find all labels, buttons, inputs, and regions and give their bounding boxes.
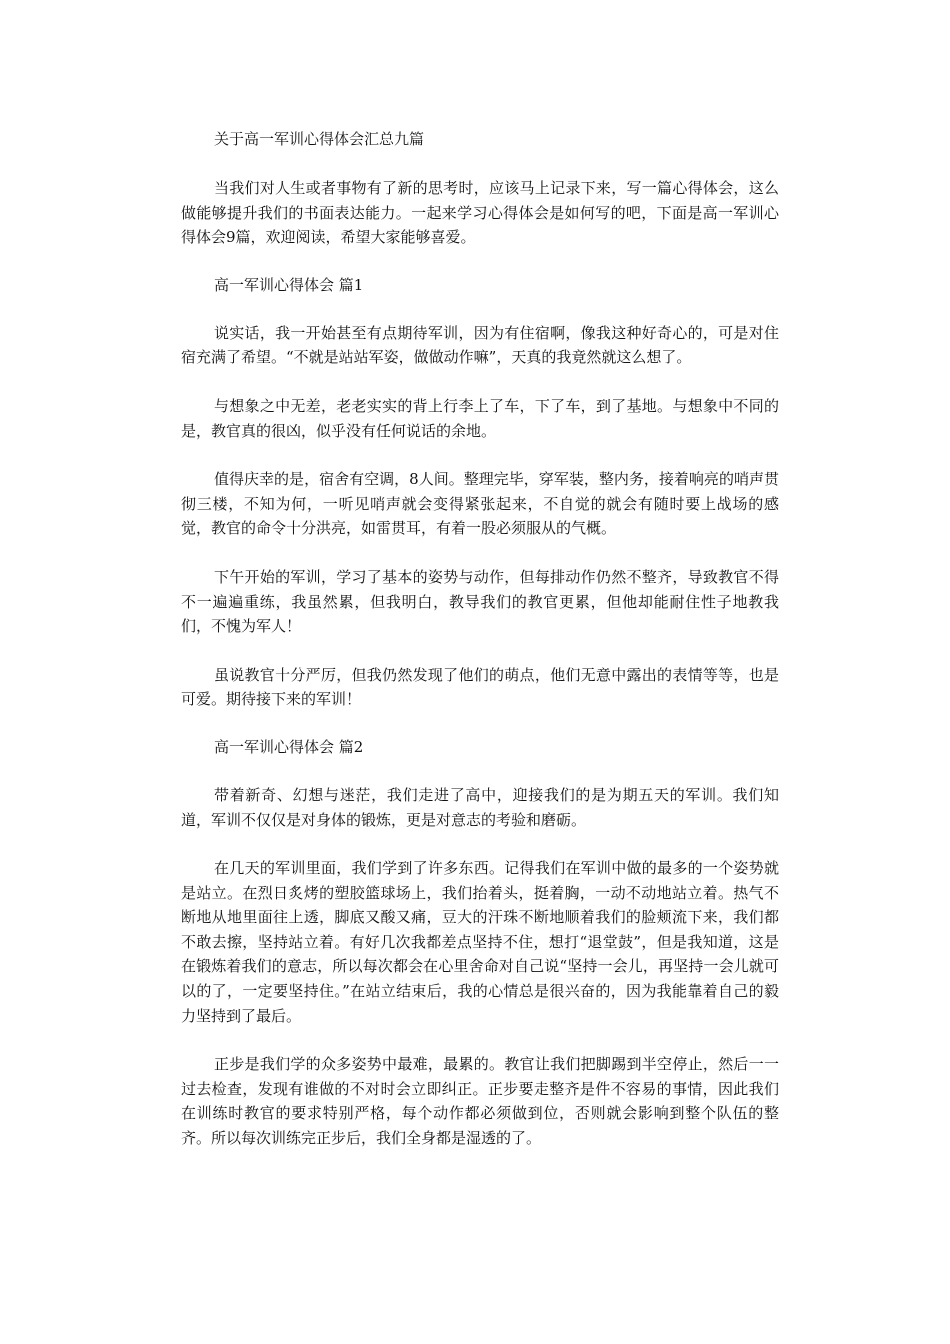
- body-paragraph: 与想象之中无差，老老实实的背上行李上了车，下了车，到了基地。与想象中不同的是，教官真的很凶，似乎没有任何说话的余地。: [181, 396, 779, 440]
- body-paragraph: 值得庆幸的是，宿舍有空调，8人间。整理完毕，穿军装，整内务，接着响亮的哨声贯彻三楼，不知为何，一听见哨声就会变得紧张起来，不自觉的就会有随时要上战场的感觉，教官的命令十分洪亮，如雷贯耳，有着一股必须服从的气概。: [181, 470, 779, 538]
- body-paragraph: 下午开始的军训，学习了基本的姿势与动作，但每排动作仍然不整齐，导致教官不得不一遍遍重练，我虽然累，但我明白，教导我们的教官更累，但他却能耐住性子地教我们，不愧为军人！: [181, 567, 779, 636]
- body-paragraph: 虽说教官十分严厉，但我仍然发现了他们的萌点，他们无意中露出的表情等等，也是可爱。期待接下来的军训！: [181, 665, 779, 709]
- body-paragraph: 在几天的军训里面，我们学到了许多东西。记得我们在军训中做的最多的一个姿势就是站立。在烈日炙烤的塑胶篮球场上，我们抬着头，挺着胸，一动不动地站立着。热气不断地从地里面往上透，脚底又酸又痛，豆大的汗珠不断地顺着我们的脸颊流下来，我们都不敢去擦，坚持站立着。有好几次我都差点坚持不住，想打“退堂鼓”，但是我知道，这是在锻炼着我们的意志，所以每次都会在心里舍命对自己说“坚持一会儿，再坚持一会儿就可以的了，一定要坚持住。”在站立结束后，我的心情总是很兴奋的，因为我能靠着自己的毅力坚持到了最后。: [181, 859, 779, 1025]
- intro-paragraph: 当我们对人生或者事物有了新的思考时，应该马上记录下来，写一篇心得体会，这么做能够提升我们的书面表达能力。一起来学习心得体会是如何写的吧，下面是高一军训心得体会9篇，欢迎阅读，希望大家能够喜爱。: [181, 179, 779, 247]
- body-paragraph: 正步是我们学的众多姿势中最难，最累的。教官让我们把脚踢到半空停止，然后一一过去检查，发现有谁做的不对时会立即纠正。正步要走整齐是件不容易的事情，因此我们在训练时教官的要求特别严格，每个动作都必须做到位，否则就会影响到整个队伍的整齐。所以每次训练完正步后，我们全身都是湿透的了。: [181, 1055, 779, 1148]
- body-paragraph: 说实话，我一开始甚至有点期待军训，因为有住宿啊，像我这种好奇心的，可是对住宿充满了希望。“不就是站站军姿，做做动作嘛”，天真的我竟然就这么想了。: [181, 323, 779, 367]
- document-page: [181, 128, 779, 1151]
- document-title: 关于高一军训心得体会汇总九篇: [214, 130, 425, 148]
- section-heading: 高一军训心得体会 篇1: [214, 275, 364, 294]
- section-heading: 高一军训心得体会 篇2: [214, 737, 364, 756]
- body-paragraph: 带着新奇、幻想与迷茫，我们走进了高中，迎接我们的是为期五天的军训。我们知道，军训不仅仅是对身体的锻炼，更是对意志的考验和磨砺。: [181, 785, 779, 829]
